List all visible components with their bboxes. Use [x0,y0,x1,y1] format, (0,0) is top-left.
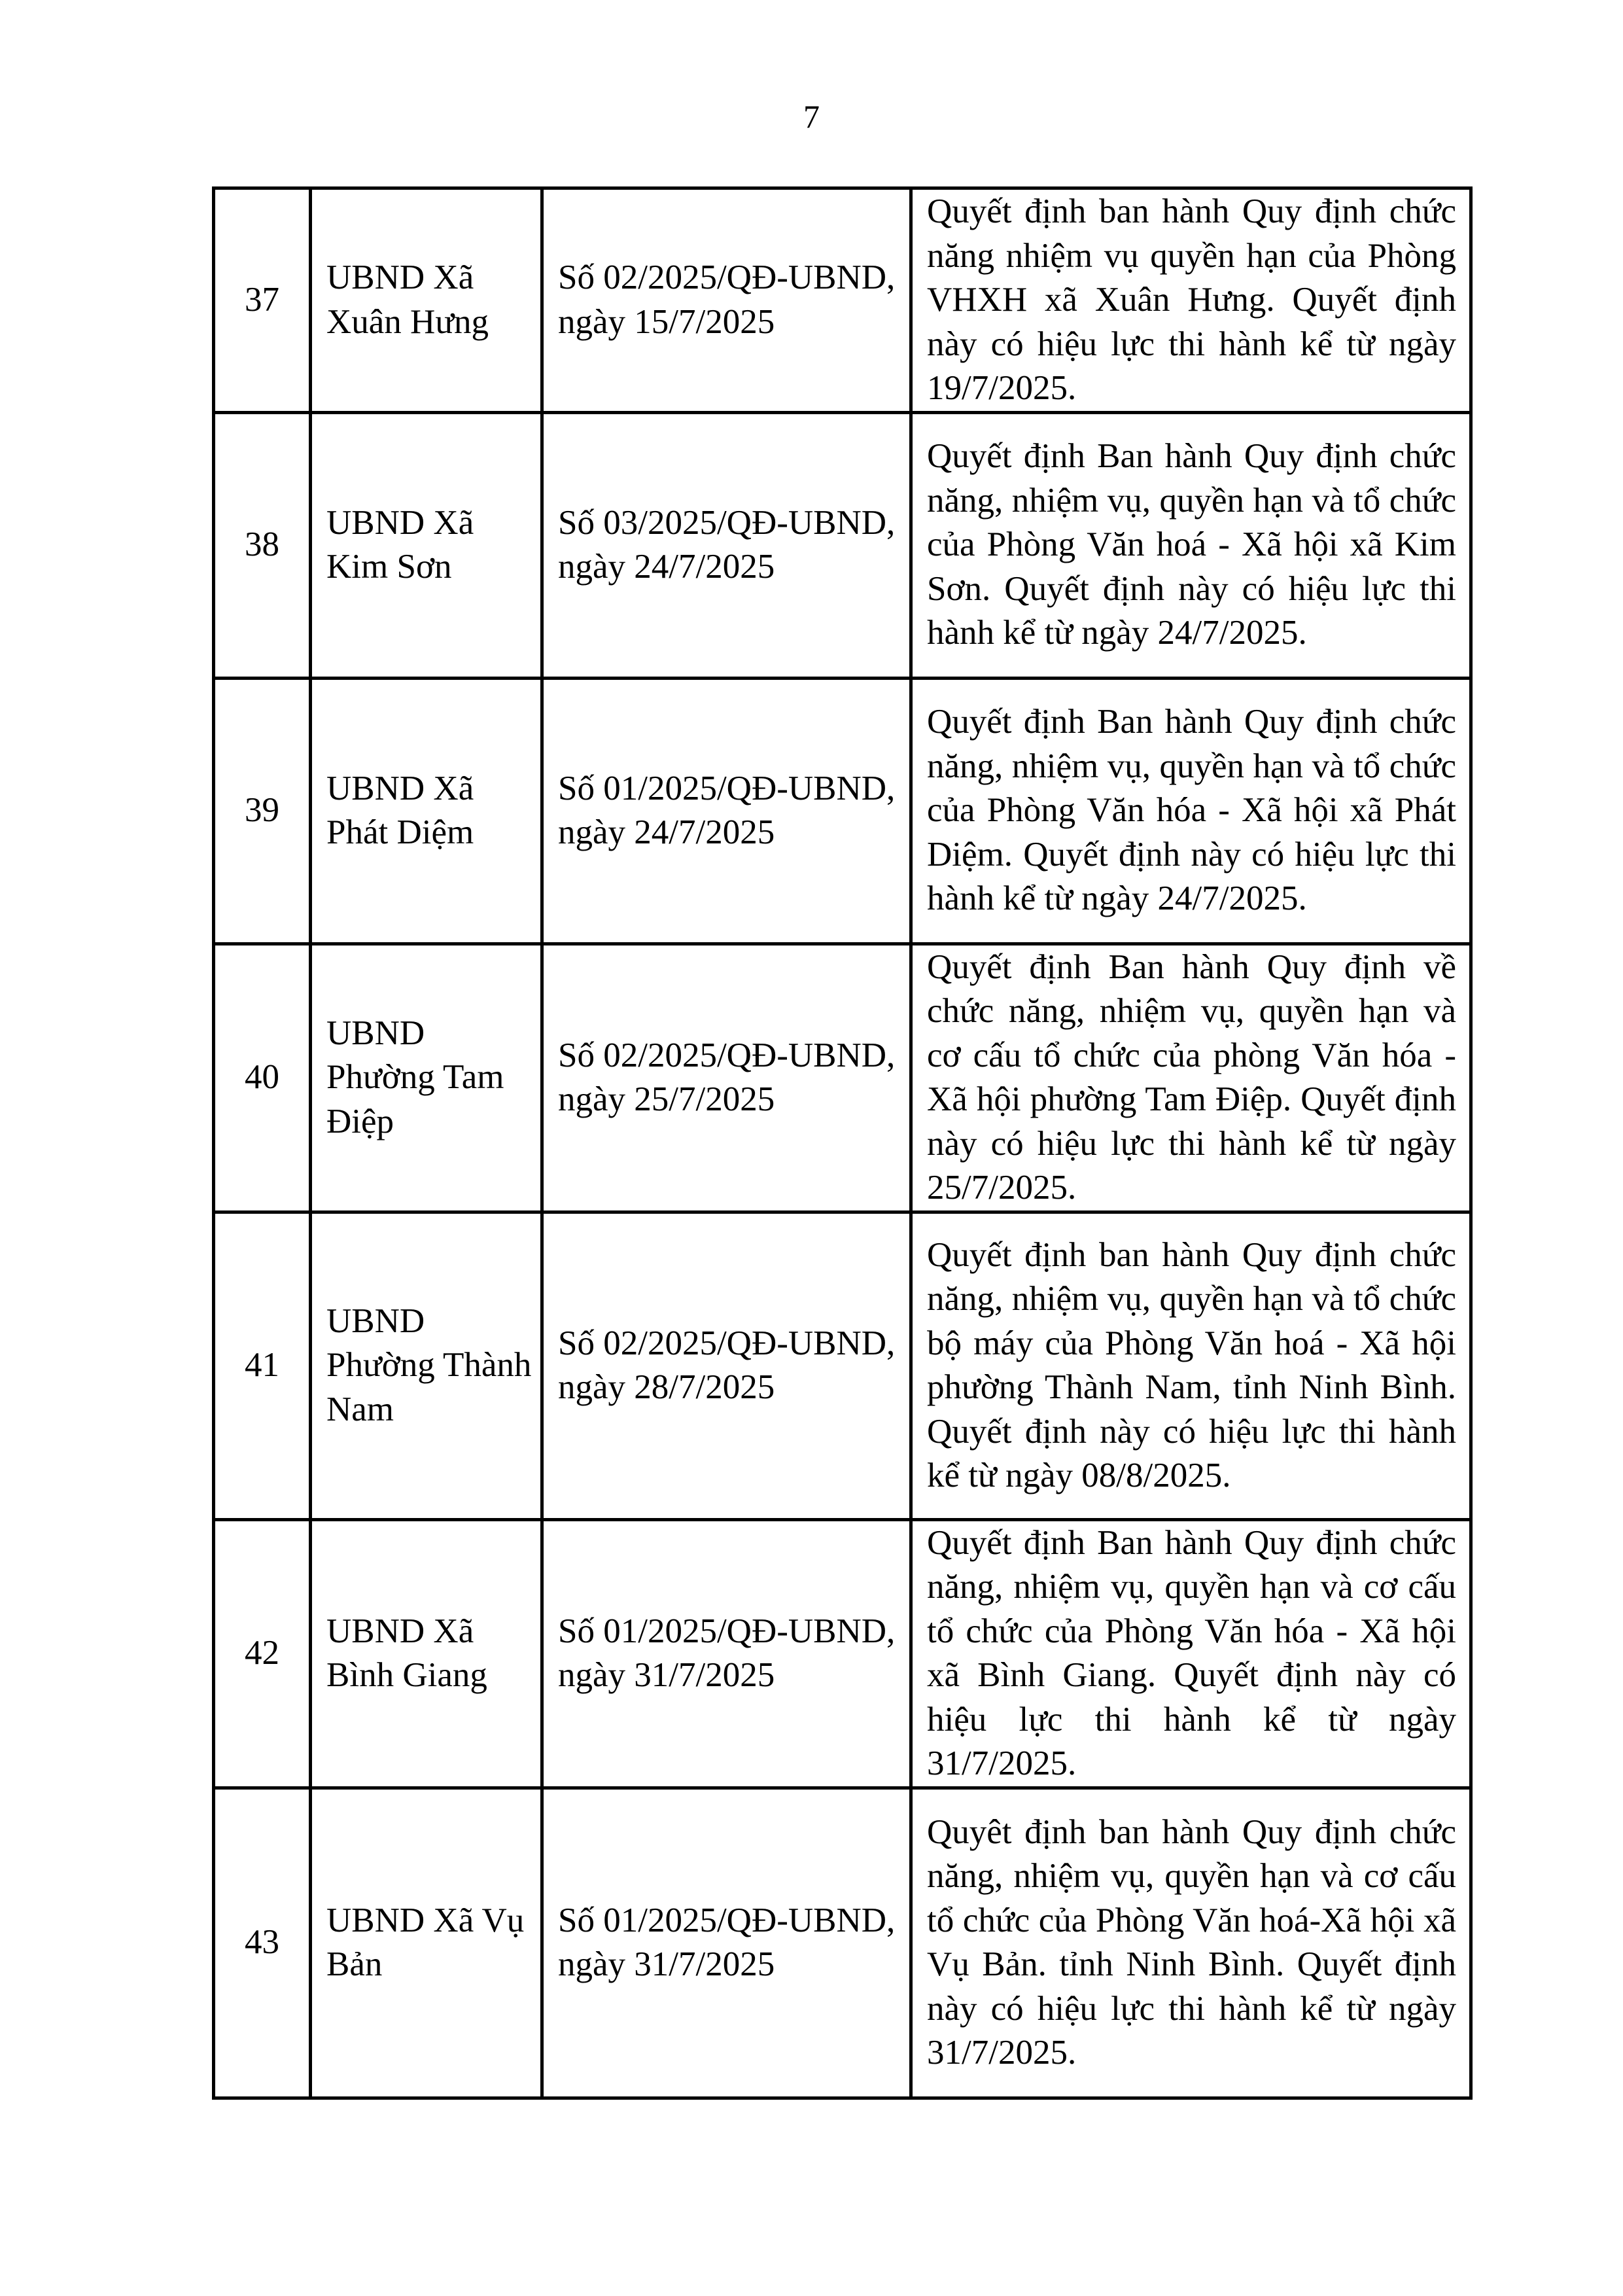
table-row [214,1519,1471,1788]
document-number: Số 02/2025/QĐ-UBND, ngày 15/7/2025 [542,188,911,413]
table-row [214,1212,1471,1519]
document-content: Quyết định Ban hành Quy định chức năng, nhiệm vụ, quyền hạn và tổ chức của Phòng Văn hoá - Xã hội xã Kim Sơn. Quyết định này có hiệu lực thi hành kể từ ngày 24/7/2025. [911,412,1471,678]
issuing-unit: UBND Xã Kim Sơn [311,412,542,678]
document-number: Số 03/2025/QĐ-UBND, ngày 24/7/2025 [542,412,911,678]
issuing-unit: UBND Phường Thành Nam [311,1212,542,1519]
issuing-unit: UBND Xã Bình Giang [311,1519,542,1788]
document-content: Quyết định ban hành Quy định chức năng, nhiệm vụ, quyền hạn và tổ chức bộ máy của Phòng Văn hoá - Xã hội phường Thành Nam, tỉnh Ninh Bình. Quyết định này có hiệu lực thi hành kể từ ngày 08/8/2025. [911,1212,1471,1519]
row-number: 40 [214,944,311,1212]
issuing-unit: UBND Xã Vụ Bản [311,1788,542,2098]
document-content: Quyết định ban hành Quy định chức năng nhiệm vụ quyền hạn của Phòng VHXH xã Xuân Hưng. Quyết định này có hiệu lực thi hành kể từ ngày 19/7/2025. [911,188,1471,413]
issuing-unit: UBND Phường Tam Điệp [311,944,542,1212]
row-number: 42 [214,1519,311,1788]
issuing-unit: UBND Xã Phát Diệm [311,678,542,944]
table-row [214,188,1471,413]
row-number: 38 [214,412,311,678]
table-row [214,678,1471,944]
document-content: Quyêt định ban hành Quy định chức năng, nhiệm vụ, quyền hạn và cơ cấu tổ chức của Phòng Văn hoá-Xã hội xã Vụ Bản. tỉnh Ninh Bình. Quyết định này có hiệu lực thi hành kể từ ngày 31/7/2025. [911,1788,1471,2098]
document-number: Số 02/2025/QĐ-UBND, ngày 25/7/2025 [542,944,911,1212]
document-number: Số 02/2025/QĐ-UBND, ngày 28/7/2025 [542,1212,911,1519]
row-number: 43 [214,1788,311,2098]
row-number: 39 [214,678,311,944]
row-number: 41 [214,1212,311,1519]
decisions-table [212,186,1473,2100]
row-number: 37 [214,188,311,413]
document-content: Quyết định Ban hành Quy định chức năng, nhiệm vụ, quyền hạn và tổ chức của Phòng Văn hóa - Xã hội xã Phát Diệm. Quyết định này có hiệu lực thi hành kể từ ngày 24/7/2025. [911,678,1471,944]
document-number: Số 01/2025/QĐ-UBND, ngày 24/7/2025 [542,678,911,944]
document-content: Quyết định Ban hành Quy định về chức năng, nhiệm vụ, quyền hạn và cơ cấu tổ chức của phòng Văn hóa - Xã hội phường Tam Điệp. Quyết định này có hiệu lực thi hành kể từ ngày 25/7/2025. [911,944,1471,1212]
table-row [214,1788,1471,2098]
table-row [214,412,1471,678]
table-row [214,944,1471,1212]
page-number: 7 [803,98,820,135]
document-number: Số 01/2025/QĐ-UBND, ngày 31/7/2025 [542,1519,911,1788]
document-content: Quyết định Ban hành Quy định chức năng, nhiệm vụ, quyền hạn và cơ cấu tổ chức của Phòng Văn hóa - Xã hội xã Bình Giang. Quyết định này có hiệu lực thi hành kể từ ngày 31/7/2025. [911,1519,1471,1788]
issuing-unit: UBND Xã Xuân Hưng [311,188,542,413]
document-number: Số 01/2025/QĐ-UBND, ngày 31/7/2025 [542,1788,911,2098]
